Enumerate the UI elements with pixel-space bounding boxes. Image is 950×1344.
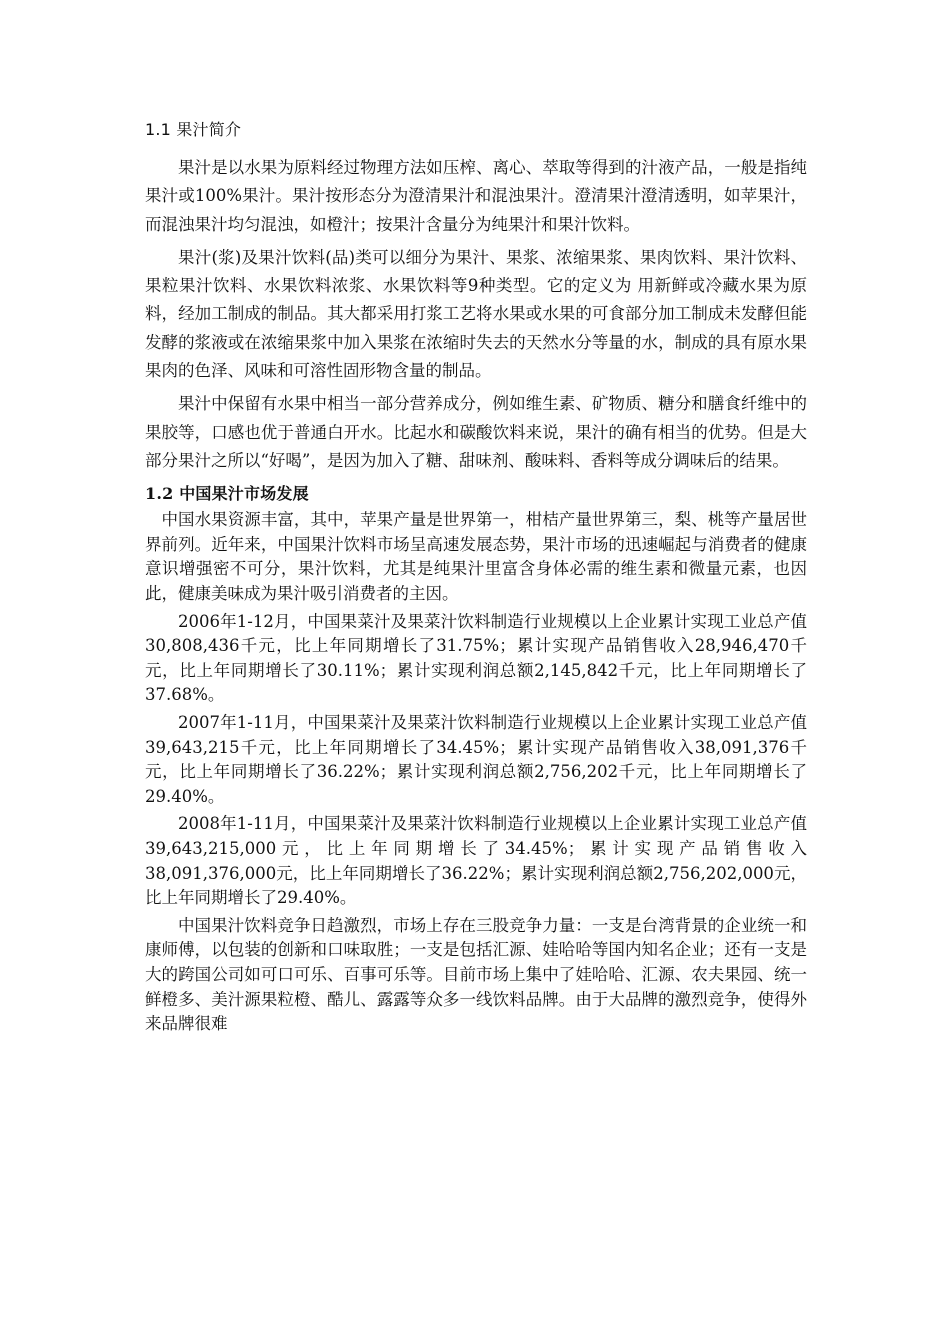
paragraph-juice-definition: 果汁是以水果为原料经过物理方法如压榨、离心、萃取等得到的汁液产品，一般是指纯果汁或100%果汁。果汁按形态分为澄清果汁和混浊果汁。澄清果汁澄清透明，如苹果汁，而混浊果汁均匀混浊，如橙汁；按果汁含量分为纯果汁和果汁饮料。 xyxy=(145,158,807,234)
section-heading-juice-intro: 1.1 果汁简介 xyxy=(145,120,242,139)
paragraph-stats-2007: 2007年1-11月，中国果菜汁及果菜汁饮料制造行业规模以上企业累计实现工业总产值39,643,215千元，比上年同期增长了34.45%；累计实现产品销售收入38,091,376千元，比上年同期增长了36.22%；累计实现利润总额2,756,202千元，比上年同期增长了29.40%。 xyxy=(145,713,807,806)
section-heading-china-market: 1.2 中国果汁市场发展 xyxy=(145,484,309,504)
paragraph-market-intro: 中国水果资源丰富，其中，苹果产量是世界第一，柑桔产量世界第三，梨、桃等产量居世界前列。近年来，中国果汁饮料市场呈高速发展态势，果汁市场的迅速崛起与消费者的健康意识增强密不可分，果汁饮料，尤其是纯果汁里富含身体必需的维生素和微量元素，也因此，健康美味成为果汁吸引消费者的主因。 xyxy=(145,510,807,604)
paragraph-market-competition: 中国果汁饮料竞争日趋激烈，市场上存在三股竞争力量：一支是台湾背景的企业统一和康师傅，以包装的创新和口味取胜；一支是包括汇源、娃哈哈等国内知名企业；还有一支是大的跨国公司如可口可乐、百事可乐等。目前市场上集中了娃哈哈、汇源、农夫果园、统一鲜橙多、美汁源果粒橙、酷儿、露露等众多一线饮料品牌。由于大品牌的激烈竞争，使得外来品牌很难 xyxy=(145,915,807,1034)
paragraph-stats-2008: 2008年1-11月，中国果菜汁及果菜汁饮料制造行业规模以上企业累计实现工业总产值39,643,215,000元，比上年同期增长了34.45%；累计实现产品销售收入38,091,376,000元，比上年同期增长了36.22%；累计实现利润总额2,756,202,000元，比上年同期增长了29.40%。 xyxy=(145,814,807,908)
paragraph-juice-nutrition: 果汁中保留有水果中相当一部分营养成分，例如维生素、矿物质、糖分和膳食纤维中的果胶等，口感也优于普通白开水。比起水和碳酸饮料来说，果汁的确有相当的优势。但是大部分果汁之所以“好喝”，是因为加入了糖、甜味剂、酸味料、香料等成分调味后的结果。 xyxy=(145,394,807,470)
document-body xyxy=(145,116,807,1040)
paragraph-stats-2006: 2006年1-12月，中国果菜汁及果菜汁饮料制造行业规模以上企业累计实现工业总产值30,808,436千元，比上年同期增长了31.75%；累计实现产品销售收入28,946,470千元，比上年同期增长了30.11%；累计实现利润总额2,145,842千元，比上年同期增长了37.68%。 xyxy=(145,611,807,705)
paragraph-juice-types: 果汁(浆)及果汁饮料(品)类可以细分为果汁、果浆、浓缩果浆、果肉饮料、果汁饮料、果粒果汁饮料、水果饮料浓浆、水果饮料等9种类型。它的定义为 用新鲜或冷藏水果为原料，经加工制成的制品。其大都采用打浆工艺将水果或水果的可食部分加工制成未发酵但能发酵的浆液或在浓缩果浆中加入果浆在浓缩时失去的天然水分等量的水，制成的具有原水果果肉的色泽、风味和可溶性固形物含量的制品。 xyxy=(145,247,807,381)
